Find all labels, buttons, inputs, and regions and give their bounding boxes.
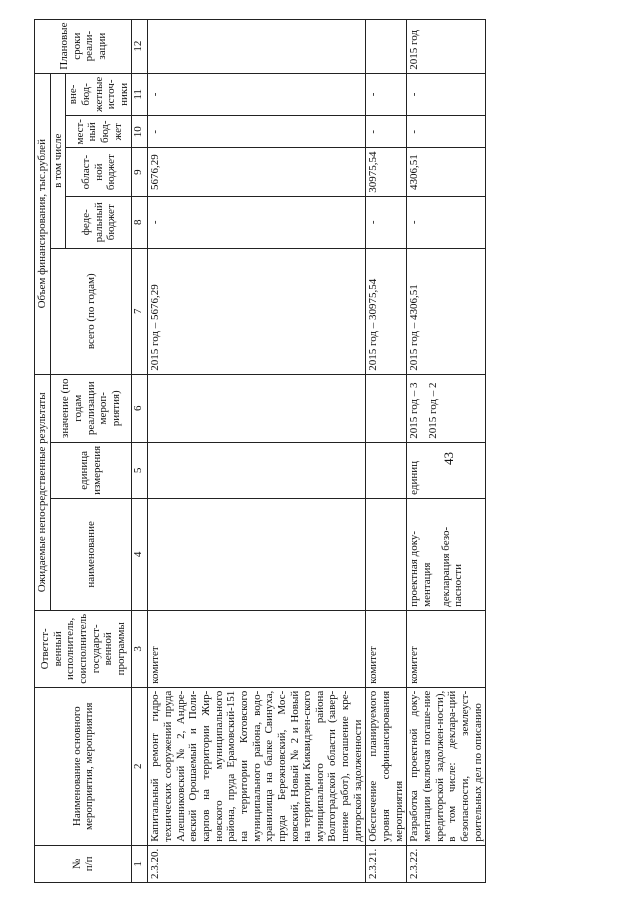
header-financing: Объем финансирования, тыс.рублей	[35, 73, 51, 374]
row-res-name	[148, 498, 366, 610]
row-res-name-cell	[407, 498, 486, 610]
column-numbers-row	[132, 19, 148, 882]
row-res-name-2: декларация безо-пасности	[439, 526, 465, 607]
header-res-name: наименование	[50, 498, 132, 610]
col-number: 8	[132, 196, 148, 248]
col-number: 5	[132, 442, 148, 498]
table-row	[366, 19, 407, 882]
row-fin-local: -	[148, 116, 366, 148]
col-number: 1	[132, 845, 148, 882]
header-fin-federal: феде-ральный бюджет	[66, 196, 132, 248]
row-fin-local: -	[407, 116, 486, 148]
col-number: 12	[132, 19, 148, 73]
row-fin-total: 2015 год – 5676,29	[148, 248, 366, 374]
row-deadline	[366, 19, 407, 73]
col-number: 3	[132, 610, 148, 687]
header-fin-including: в том числе	[50, 73, 66, 248]
row-fin-regional: 5676,29	[148, 148, 366, 196]
header-fin-extra: вне-бюд-жетные источ-ники	[66, 73, 132, 115]
header-fin-total: всего (по годам)	[50, 248, 132, 374]
row-name: Капитальный ремонт гидро-технических сооружений пруда Алешниковский № 2, Андре-евский Орошаемый и Поли-карпов на территории Жир-новского муниципального района, пруда Ерамовский-151 на территории Котовского муниципального района, водо-хранилища на балке Свинуха, пруда Бережновский, Мос-ковский, Новый № 2 и Новый на территории Киквидзен-ского муниципального района Волгоградской области (завер-шение работ), погашение кре-диторской задолженности	[148, 687, 366, 845]
header-no: № п/п	[35, 845, 132, 882]
header-expected-results: Ожидаемые непосредственные результаты	[35, 374, 51, 610]
header-executor: Ответст-венный исполнитель, соисполнитель государст-венной программы	[35, 610, 132, 687]
header-name: Наименование основного мероприятия, мероприятия	[35, 687, 132, 845]
row-fin-federal: -	[148, 196, 366, 248]
row-fin-extra: -	[148, 73, 366, 115]
row-res-unit	[366, 442, 407, 498]
row-executor: комитет	[366, 610, 407, 687]
row-res-name: проектная доку-ментация	[408, 530, 433, 607]
header-res-unit: единица измерения	[50, 442, 132, 498]
header-res-value: значение (по годам реализации мероп-риятия)	[50, 374, 132, 442]
row-fin-local: -	[366, 116, 407, 148]
col-number: 9	[132, 148, 148, 196]
row-no: 2.3.22.	[407, 845, 486, 882]
row-deadline	[148, 19, 366, 73]
row-fin-federal: -	[407, 196, 486, 248]
row-fin-regional: 30975,54	[366, 148, 407, 196]
row-no: 2.3.21.	[366, 845, 407, 882]
header-deadlines: Плановые сроки реали-зации	[35, 19, 132, 73]
table-row	[148, 19, 366, 882]
header-fin-regional: област-ной бюджет	[66, 148, 132, 196]
row-res-value	[366, 374, 407, 442]
col-number: 4	[132, 498, 148, 610]
row-fin-total: 2015 год – 30975,54	[366, 248, 407, 374]
row-name: Обеспечение планируемого уровня софинансирования мероприятия	[366, 687, 407, 845]
page-number: 43	[441, 452, 456, 465]
col-number: 11	[132, 73, 148, 115]
col-number: 7	[132, 248, 148, 374]
program-table	[34, 19, 486, 883]
row-res-name	[366, 498, 407, 610]
row-res-unit	[148, 442, 366, 498]
row-fin-total: 2015 год – 4306,51	[407, 248, 486, 374]
row-res-value	[148, 374, 366, 442]
col-number: 6	[132, 374, 148, 442]
col-number: 2	[132, 687, 148, 845]
row-executor: комитет	[148, 610, 366, 687]
row-fin-extra: -	[366, 73, 407, 115]
row-name: Разработка проектной доку-ментации (включая погаше-ние кредиторской задолжен-ности), в том числе: деклара-ций безопасности, землеуст-роительных дел по описанию	[407, 687, 486, 845]
row-res-value: 2015 год – 3	[408, 382, 421, 439]
row-fin-regional: 4306,51	[407, 148, 486, 196]
header-fin-local: мест-ный бюд-жет	[66, 116, 132, 148]
row-no: 2.3.20.	[148, 845, 366, 882]
row-res-value-cell	[407, 374, 486, 442]
table-row	[407, 19, 486, 882]
row-fin-extra: -	[407, 73, 486, 115]
row-res-value-2: 2015 год – 2	[426, 382, 439, 439]
row-res-unit: единиц	[407, 442, 486, 498]
col-number: 10	[132, 116, 148, 148]
row-deadline: 2015 год	[407, 19, 486, 73]
row-fin-federal: -	[366, 196, 407, 248]
row-executor: комитет	[407, 610, 486, 687]
